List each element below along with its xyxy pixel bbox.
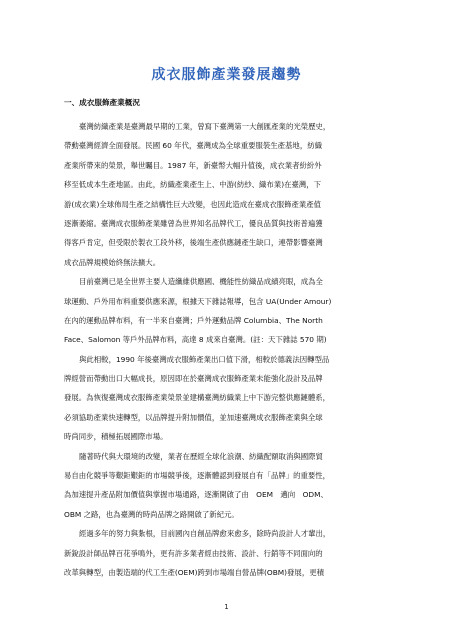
text-line: 在內的運動品牌布料，有一半來自臺灣；戶外運動品牌 Columbia、The North bbox=[64, 315, 323, 325]
paragraph bbox=[64, 272, 390, 350]
text-line: OBM 之路，也為臺灣的時尚品牌之路開啟了新紀元。 bbox=[64, 509, 239, 519]
text-line: 臺灣紡織產業是臺灣最早期的工業，曾寫下臺灣第一大創匯產業的光榮歷史， bbox=[79, 122, 331, 131]
paragraph bbox=[64, 117, 390, 272]
text-line: 帶動臺灣經濟全面發展。民國 60 年代，臺灣成為全球重要服裝生產基地，紡織 bbox=[64, 141, 322, 151]
text-line: 牌經營而帶動出口大幅成長，原因即在於臺灣成衣服飾產業未能強化設計及品牌 bbox=[64, 374, 323, 384]
section-heading: 一、成衣服飾產業概況 bbox=[64, 98, 140, 107]
document-title: 成衣服飾產業發展趨勢 bbox=[151, 67, 302, 83]
paragraph bbox=[64, 447, 390, 525]
text-line: 成衣品牌規模始終無法擴大。 bbox=[64, 257, 161, 267]
text-line: 易自由化競爭等艱鉅艱鉅的市場競爭後，逐漸體認到發展自有「品牌」的重要性， bbox=[64, 471, 331, 481]
text-line: 球運動、戶外用布料重要供應來源，根據天下雜誌報導，包含 UA(Under Amour) bbox=[64, 296, 332, 306]
text-line: 必須協助產業快速轉型，以品牌提升附加價值，並加速臺灣成衣服飾產業與全球 bbox=[64, 412, 323, 422]
text-line: 目前臺灣已是全世界主要人造纖維供應國、機能性紡織品成績亮眼，成為全 bbox=[79, 277, 323, 287]
text-line: 逐漸萎縮。臺灣成衣服飾產業雖曾為世界知名品牌代工，優良品質與技術普遍獲 bbox=[64, 218, 323, 228]
text-line: 經過多年的努力與紮根，目前國內自創品牌愈來愈多，除時尚設計人才輩出， bbox=[79, 529, 331, 539]
paragraph bbox=[64, 524, 390, 582]
text-line: 移至低成本生產地區。由此，紡織產業產生上、中游(紡紗、織布業)在臺灣，下 bbox=[64, 180, 322, 190]
text-line: 新銳設計師品牌百花爭鳴外，更有許多業者經由技術、設計、行銷等不同面向的 bbox=[64, 548, 323, 558]
body-text bbox=[64, 117, 390, 582]
text-line: 與此相較，1990 年後臺灣成衣服飾產業出口值下滑，相較於德義法因轉型品 bbox=[79, 354, 330, 364]
text-line: 改革與轉型，由製造端的代工生產(OEM)跨到市場端自營品牌(OBM)發展，更積 bbox=[64, 567, 324, 577]
text-line: 隨著時代與大環境的改變，業者在歷經全球化浪潮、紡織配額取消與國際貿 bbox=[79, 451, 323, 461]
paragraph bbox=[64, 350, 390, 447]
text-line: 得客戶肯定，但受限於製衣工段外移，後端生產供應鏈產生缺口，連帶影響臺灣 bbox=[64, 238, 323, 248]
text-line: 產業所帶來的榮景，舉世矚目。1987 年，新臺幣大幅升值後，成衣業者紛紛外 bbox=[64, 160, 322, 170]
text-line: 為加速提升產品附加價值與掌握市場通路，逐漸開啟了由 OEM 邁向 ODM、 bbox=[64, 490, 328, 500]
text-line: Face、Salomon 等戶外品牌布料，高達 8 成來自臺灣。(註：天下雜誌 570 期) bbox=[64, 335, 327, 345]
text-line: 發展。為恢復臺灣成衣服飾產業榮景並建構臺灣紡織業上中下游完整供應鏈體系， bbox=[64, 393, 331, 403]
text-line: 游(成衣業)全球佈局生產之結構性巨大改變，也因此造成在臺成衣服飾產業產值 bbox=[64, 199, 322, 209]
page-number: 1 bbox=[224, 603, 229, 611]
text-line: 時尚同步，積極拓展國際市場。 bbox=[64, 432, 168, 442]
